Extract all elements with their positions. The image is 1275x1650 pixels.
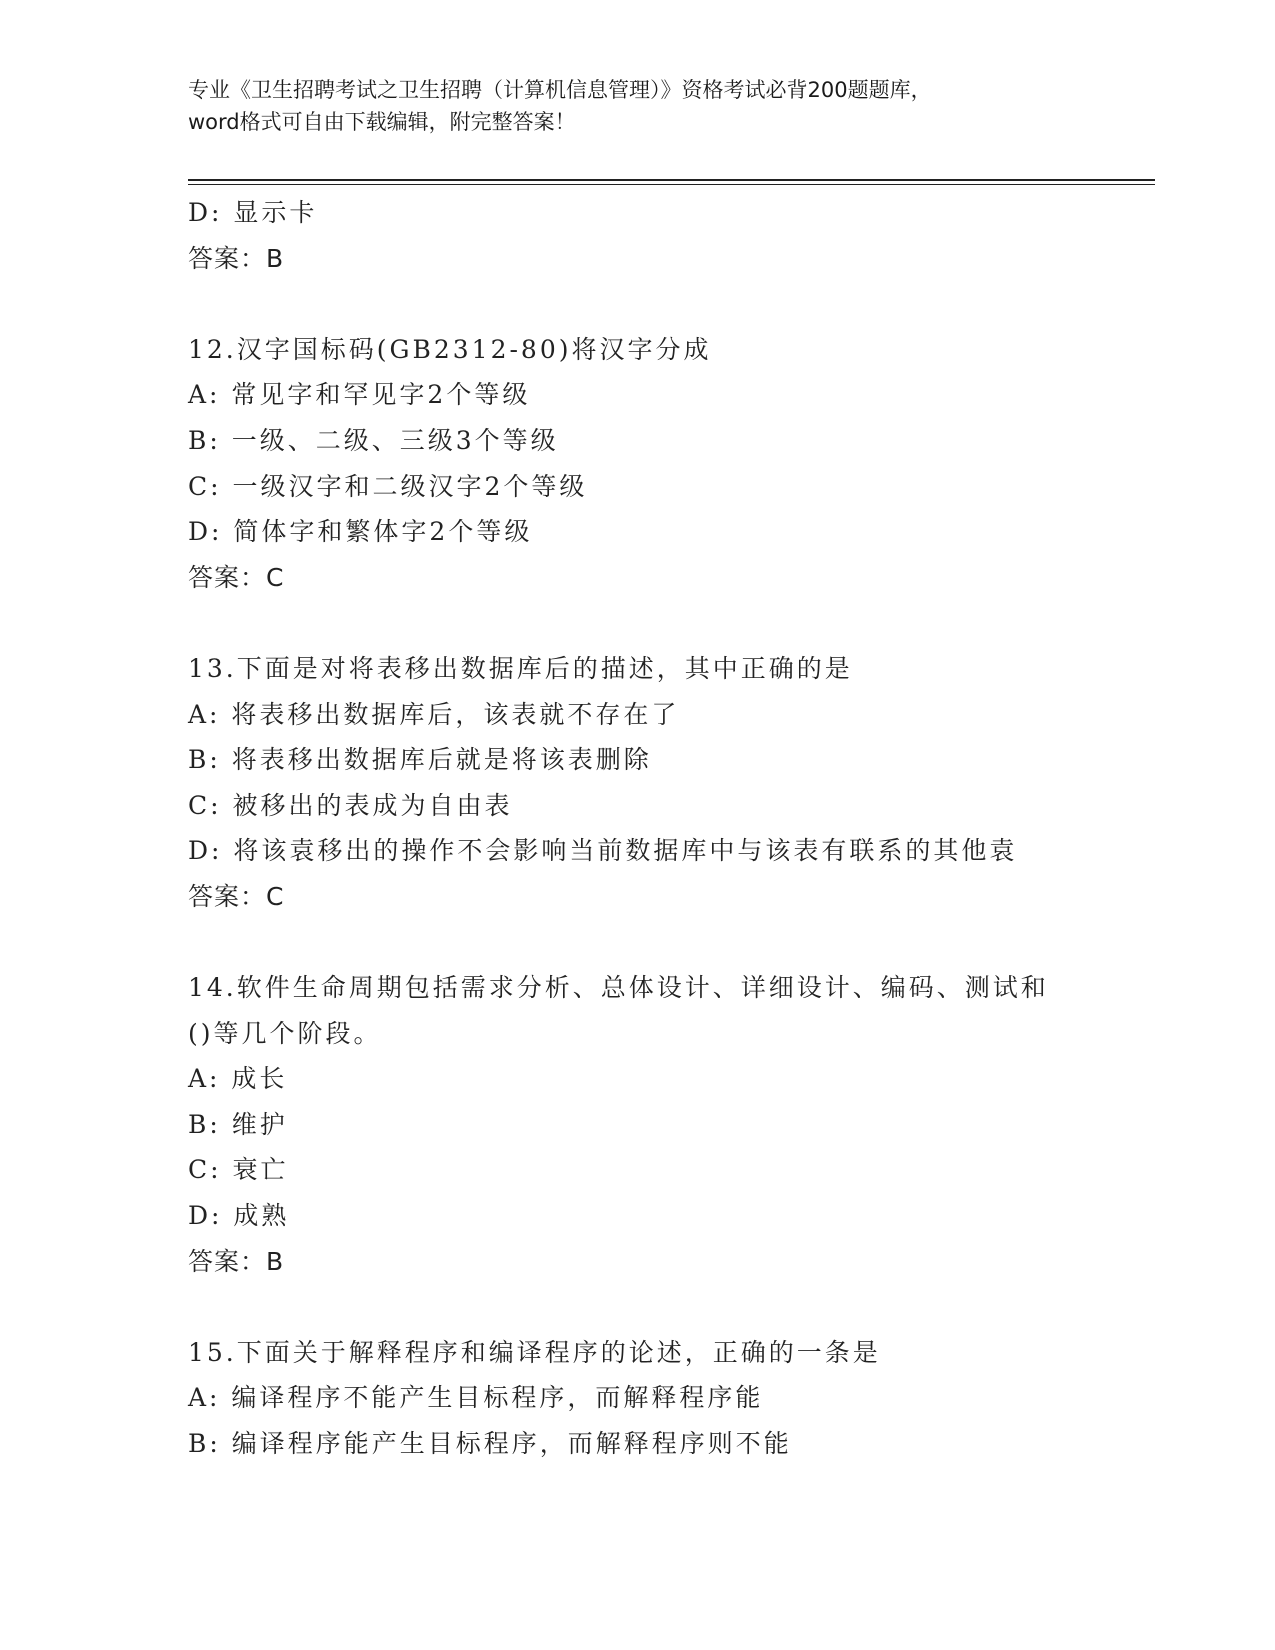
q11-option-d: D: 显示卡 bbox=[188, 198, 318, 227]
document-header bbox=[188, 74, 1088, 138]
spacer bbox=[188, 920, 1088, 966]
header-rule-thick bbox=[188, 179, 1155, 181]
header-rule-thin bbox=[188, 184, 1155, 185]
q13-option-a: A: 将表移出数据库后，该表就不存在了 bbox=[188, 699, 680, 729]
q13-option-d: D: 将该袁移出的操作不会影响当前数据库中与该表有联系的其他袁 bbox=[188, 836, 1018, 866]
q15-stem: 15.下面关于解释程序和编译程序的论述，正确的一条是 bbox=[188, 1337, 881, 1367]
q14-stem-line-1: 14.软件生命周期包括需求分析、总体设计、详细设计、编码、测试和 bbox=[188, 973, 1049, 1003]
q15-option-b: B: 编译程序能产生目标程序，而解释程序则不能 bbox=[188, 1429, 792, 1459]
q12-option-d: D: 简体字和繁体字2个等级 bbox=[188, 517, 533, 547]
q12-option-c: C: 一级汉字和二级汉字2个等级 bbox=[188, 471, 588, 501]
q13-answer: 答案：C bbox=[188, 881, 285, 911]
q14-stem-line-2: ()等几个阶段。 bbox=[188, 1018, 382, 1048]
spacer bbox=[188, 1284, 1088, 1330]
q12-answer: 答案：C bbox=[188, 562, 285, 592]
spacer bbox=[188, 600, 1088, 646]
q11-answer: 答案：B bbox=[188, 243, 285, 273]
q14-answer: 答案：B bbox=[188, 1246, 285, 1276]
q12-option-a: A: 常见字和罕见字2个等级 bbox=[188, 380, 531, 410]
q13-option-c: C: 被移出的表成为自由表 bbox=[188, 790, 513, 820]
q14-option-c: C: 衰亡 bbox=[188, 1155, 289, 1185]
q14-option-a: A: 成长 bbox=[188, 1064, 288, 1094]
q12-stem: 12.汉字国标码(GB2312-80)将汉字分成 bbox=[188, 334, 712, 364]
spacer bbox=[188, 281, 1088, 327]
q12-option-b: B: 一级、二级、三级3个等级 bbox=[188, 425, 559, 455]
header-line-1: 专业《卫生招聘考试之卫生招聘（计算机信息管理）》资格考试必背200题题库， bbox=[188, 78, 932, 102]
q15-option-a: A: 编译程序不能产生目标程序，而解释程序能 bbox=[188, 1383, 764, 1413]
q13-stem: 13.下面是对将表移出数据库后的描述，其中正确的是 bbox=[188, 653, 853, 683]
header-line-2: word格式可自由下载编辑，附完整答案！ bbox=[188, 110, 576, 134]
q13-option-b: B: 将表移出数据库后就是将该表删除 bbox=[188, 745, 652, 775]
q14-option-d: D: 成熟 bbox=[188, 1201, 290, 1231]
question-list bbox=[188, 190, 1088, 1467]
q14-option-b: B: 维护 bbox=[188, 1109, 288, 1139]
